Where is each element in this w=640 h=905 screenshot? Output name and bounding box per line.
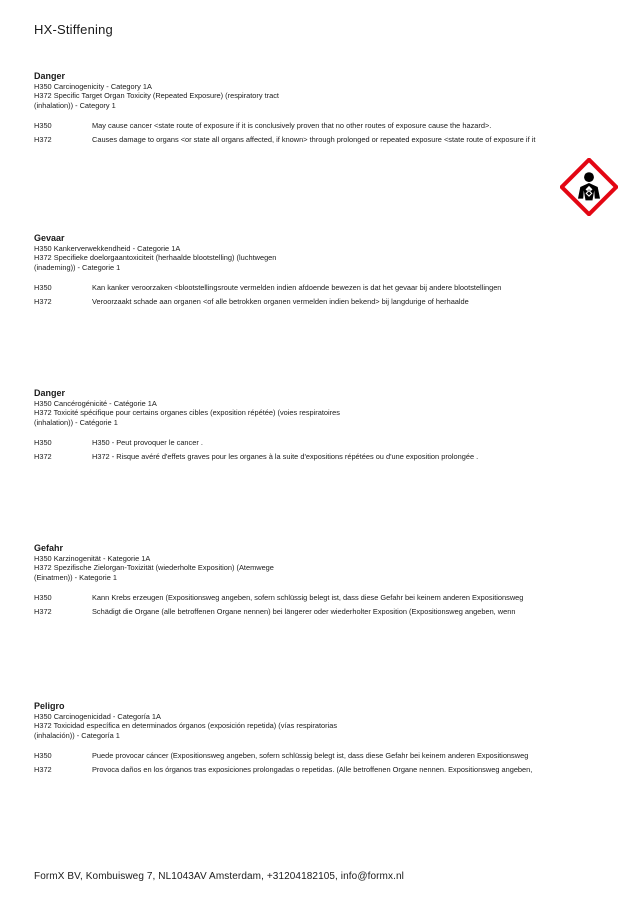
signal-word: Danger xyxy=(34,71,66,81)
hazard-statement-row xyxy=(34,605,604,619)
hazard-statements xyxy=(34,591,604,618)
statement-text: Puede provocar cáncer (Expositionsweg angeben, sofern schlüssig belegt ist, dass diese Gefahr bei keinem anderen Expositionsweg xyxy=(92,751,529,761)
signal-word: Gevaar xyxy=(34,233,65,243)
signal-word: Gefahr xyxy=(34,543,64,553)
hazard-statement-row xyxy=(34,749,604,763)
statement-text: H350 - Peut provoquer le cancer . xyxy=(92,438,203,448)
company-footer: FormX BV, Kombuisweg 7, NL1043AV Amsterdam, +31204182105, info@formx.nl xyxy=(34,871,404,882)
hazard-section-nl xyxy=(34,233,604,308)
statement-code: H372 xyxy=(34,134,52,144)
statement-text: H372 - Risque avéré d'effets graves pour les organes à la suite d'expositions répétées ou d'une exposition prolongée . xyxy=(92,451,479,461)
hazard-statements xyxy=(34,749,604,776)
signal-word: Danger xyxy=(34,388,66,398)
hazard-statement-row xyxy=(34,295,604,309)
hazard-statement-row xyxy=(34,450,604,464)
signal-word: Peligro xyxy=(34,701,65,711)
classification-line: H372 Specifieke doelorgaantoxiciteit (herhaalde blootstelling) (luchtwegen xyxy=(34,253,277,263)
classification-line: H372 Spezifische Zielorgan-Toxizität (wiederholte Exposition) (Atemwege xyxy=(34,563,274,573)
statement-code: H350 xyxy=(34,283,52,293)
hazard-statements xyxy=(34,436,604,463)
classification-line: (Einatmen)) - Kategorie 1 xyxy=(34,572,117,582)
hazard-statement-row xyxy=(34,763,604,777)
statement-text: Kann Krebs erzeugen (Expositionsweg angeben, sofern schlüssig belegt ist, dass diese Gefahr bei keinem anderen Expositionsweg xyxy=(92,593,524,603)
statement-code: H350 xyxy=(34,593,52,603)
hazard-section-es xyxy=(34,701,604,776)
classification-line: H350 Carcinogenicidad - Categoría 1A xyxy=(34,712,161,721)
statement-code: H372 xyxy=(34,764,52,774)
statement-code: H350 xyxy=(34,121,52,131)
hazard-statements xyxy=(34,281,604,308)
statement-code: H372 xyxy=(34,606,52,616)
statement-code: H350 xyxy=(34,438,52,448)
hazard-statements xyxy=(34,119,604,146)
classification-line: H350 Carcinogenicity - Category 1A xyxy=(34,82,152,91)
classification-line: (inademing)) - Categorie 1 xyxy=(34,262,121,272)
statement-text: Schädigt die Organe (alle betroffenen Organe nennen) bei längerer oder wiederholter Exposition (Expositionsweg angeben, wenn xyxy=(92,606,516,616)
document-title: HX-Stiffening xyxy=(34,22,113,37)
hazard-statement-row xyxy=(34,281,604,295)
classification-line: H372 Specific Target Organ Toxicity (Repeated Exposure) (respiratory tract xyxy=(34,91,279,101)
ghs08-health-hazard-icon xyxy=(560,158,618,216)
statement-text: Causes damage to organs <or state all organs affected, if known> through prolonged or repeated exposure <state route of exposure if it xyxy=(92,134,536,144)
statement-code: H350 xyxy=(34,751,52,761)
hazard-section-fr xyxy=(34,388,604,463)
classification-line: (inhalation)) - Category 1 xyxy=(34,100,116,110)
classification-line: H372 Toxicidad específica en determinados órganos (exposición repetida) (vías respiratorias xyxy=(34,721,338,731)
hazard-statement-row xyxy=(34,591,604,605)
classification-line: H350 Kankerverwekkendheid - Categorie 1A xyxy=(34,244,181,253)
hazard-statement-row xyxy=(34,436,604,450)
statement-text: Veroorzaakt schade aan organen <of alle betrokken organen vermelden indien bekend> bij langdurige of herhaalde xyxy=(92,296,469,306)
classification-line: (inhalación)) - Categoría 1 xyxy=(34,730,120,740)
classification-line: H350 Cancérogénicité - Catégorie 1A xyxy=(34,399,157,408)
statement-text: Kan kanker veroorzaken <blootstellingsroute vermelden indien afdoende bewezen is dat het gevaar bij andere blootstellingen xyxy=(92,283,502,293)
statement-code: H372 xyxy=(34,296,52,306)
classification-line: (inhalation)) - Catégorie 1 xyxy=(34,417,118,427)
statement-text: Provoca daños en los órganos tras exposiciones prolongadas o repetidas. (Alle betroffenen Organe nennen. Expositionsweg angeben, xyxy=(92,764,533,774)
hazard-statement-row xyxy=(34,133,604,147)
classification-line: H372 Toxicité spécifique pour certains organes cibles (exposition répétée) (voies respiratoires xyxy=(34,408,340,418)
classification-line: H350 Karzinogenität - Kategorie 1A xyxy=(34,554,151,563)
hazard-section-en xyxy=(34,71,604,146)
hazard-statement-row xyxy=(34,119,604,133)
statement-text: May cause cancer <state route of exposure if it is conclusively proven that no other routes of exposure cause the hazard>. xyxy=(92,121,492,131)
hazard-section-de xyxy=(34,543,604,618)
statement-code: H372 xyxy=(34,451,52,461)
